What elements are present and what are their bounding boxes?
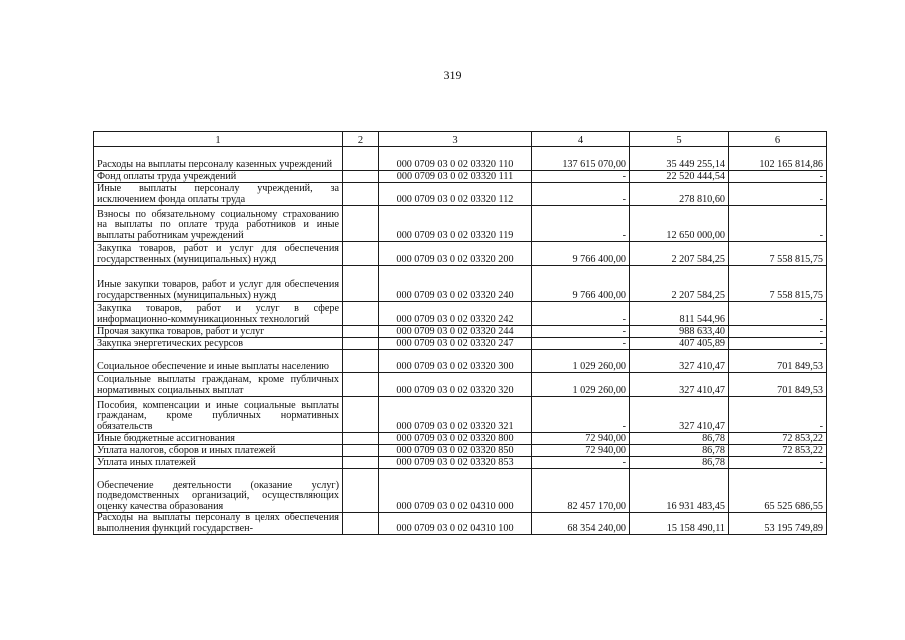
row-executed: 278 810,60 (630, 183, 729, 206)
row-remaining: - (729, 302, 827, 326)
row-remaining: 53 195 749,89 (729, 513, 827, 535)
table-row (94, 373, 827, 397)
row-remaining: - (729, 457, 827, 469)
table-row (94, 147, 827, 171)
row-name: Социальное обеспечение и иные выплаты населению (94, 350, 343, 373)
table-row (94, 302, 827, 326)
row-name: Иные закупки товаров, работ и услуг для обеспечения государственных (муниципальных) нужд (94, 266, 343, 302)
table-row (94, 326, 827, 338)
row-name: Пособия, компенсации и иные социальные выплаты гражданам, кроме публичных нормативных обязательств (94, 397, 343, 433)
table-row (94, 350, 827, 373)
row-approved: 82 457 170,00 (532, 469, 630, 513)
page-number: 319 (443, 68, 462, 82)
row-remaining: 701 849,53 (729, 373, 827, 397)
row-executed: 2 207 584,25 (630, 242, 729, 266)
row-approved: - (532, 338, 630, 350)
row-remaining: 65 525 686,55 (729, 469, 827, 513)
row-col-2 (343, 373, 379, 397)
row-remaining: - (729, 326, 827, 338)
row-approved: - (532, 302, 630, 326)
header-col-2: 2 (343, 132, 379, 147)
row-col-2 (343, 326, 379, 338)
row-remaining: - (729, 206, 827, 242)
table-row (94, 457, 827, 469)
row-executed: 12 650 000,00 (630, 206, 729, 242)
row-executed: 86,78 (630, 457, 729, 469)
row-code: 000 0709 03 0 02 03320 111 (379, 171, 532, 183)
row-col-2 (343, 242, 379, 266)
header-col-6: 6 (729, 132, 827, 147)
row-col-2 (343, 350, 379, 373)
row-name: Закупка товаров, работ и услуг в сфере информационно-коммуникационных технологий (94, 302, 343, 326)
row-col-2 (343, 397, 379, 433)
row-code: 000 0709 03 0 02 03320 300 (379, 350, 532, 373)
header-col-5: 5 (630, 132, 729, 147)
row-executed: 15 158 490,11 (630, 513, 729, 535)
row-code: 000 0709 03 0 02 03320 247 (379, 338, 532, 350)
row-remaining: 7 558 815,75 (729, 266, 827, 302)
row-name: Фонд оплаты труда учреждений (94, 171, 343, 183)
row-code: 000 0709 03 0 02 03320 853 (379, 457, 532, 469)
row-col-2 (343, 183, 379, 206)
row-code: 000 0709 03 0 02 04310 100 (379, 513, 532, 535)
table-row (94, 397, 827, 433)
row-executed: 16 931 483,45 (630, 469, 729, 513)
row-col-2 (343, 513, 379, 535)
row-executed: 327 410,47 (630, 350, 729, 373)
row-name: Закупка товаров, работ и услуг для обеспечения государственных (муниципальных) нужд (94, 242, 343, 266)
row-name: Обеспечение деятельности (оказание услуг) подведомственных организаций, осуществляющих оценку качества образования (94, 469, 343, 513)
row-approved: 137 615 070,00 (532, 147, 630, 171)
row-col-2 (343, 147, 379, 171)
table-header-row (94, 132, 827, 147)
row-name: Уплата иных платежей (94, 457, 343, 469)
row-executed: 86,78 (630, 433, 729, 445)
table-row (94, 266, 827, 302)
row-approved: - (532, 326, 630, 338)
row-name: Закупка энергетических ресурсов (94, 338, 343, 350)
row-name: Расходы на выплаты персоналу казенных учреждений (94, 147, 343, 171)
row-code: 000 0709 03 0 02 03320 200 (379, 242, 532, 266)
row-col-2 (343, 206, 379, 242)
row-col-2 (343, 469, 379, 513)
row-remaining: - (729, 183, 827, 206)
row-code: 000 0709 03 0 02 03320 244 (379, 326, 532, 338)
row-name: Иные бюджетные ассигнования (94, 433, 343, 445)
row-executed: 407 405,89 (630, 338, 729, 350)
header-col-3: 3 (379, 132, 532, 147)
row-approved: 1 029 260,00 (532, 373, 630, 397)
row-code: 000 0709 03 0 02 03320 119 (379, 206, 532, 242)
row-name: Иные выплаты персоналу учреждений, за исключением фонда оплаты труда (94, 183, 343, 206)
row-approved: 9 766 400,00 (532, 242, 630, 266)
row-executed: 327 410,47 (630, 397, 729, 433)
table-row (94, 469, 827, 513)
row-col-2 (343, 302, 379, 326)
row-name: Расходы на выплаты персоналу в целях обеспечения выполнения функций государствен- (94, 513, 343, 535)
row-remaining: 72 853,22 (729, 445, 827, 457)
row-executed: 35 449 255,14 (630, 147, 729, 171)
row-code: 000 0709 03 0 02 04310 000 (379, 469, 532, 513)
row-approved: - (532, 457, 630, 469)
row-executed: 988 633,40 (630, 326, 729, 338)
header-col-1: 1 (94, 132, 343, 147)
row-remaining: 72 853,22 (729, 433, 827, 445)
row-approved: 72 940,00 (532, 445, 630, 457)
row-col-2 (343, 457, 379, 469)
row-col-2 (343, 171, 379, 183)
row-executed: 22 520 444,54 (630, 171, 729, 183)
row-approved: - (532, 397, 630, 433)
table-row (94, 171, 827, 183)
table-row (94, 338, 827, 350)
table-row (94, 513, 827, 535)
row-name: Взносы по обязательному социальному страхованию на выплаты по оплате труда работников и иные выплаты работникам учреждений (94, 206, 343, 242)
row-name: Уплата налогов, сборов и иных платежей (94, 445, 343, 457)
row-col-2 (343, 338, 379, 350)
row-code: 000 0709 03 0 02 03320 240 (379, 266, 532, 302)
row-approved: 72 940,00 (532, 433, 630, 445)
row-col-2 (343, 445, 379, 457)
row-code: 000 0709 03 0 02 03320 800 (379, 433, 532, 445)
budget-table (93, 131, 827, 535)
row-name: Социальные выплаты гражданам, кроме публичных нормативных социальных выплат (94, 373, 343, 397)
row-remaining: 7 558 815,75 (729, 242, 827, 266)
table-row (94, 206, 827, 242)
table-row (94, 445, 827, 457)
row-col-2 (343, 433, 379, 445)
row-remaining: - (729, 397, 827, 433)
row-remaining: 102 165 814,86 (729, 147, 827, 171)
row-approved: 9 766 400,00 (532, 266, 630, 302)
table-row (94, 183, 827, 206)
row-approved: - (532, 171, 630, 183)
row-remaining: - (729, 171, 827, 183)
row-remaining: 701 849,53 (729, 350, 827, 373)
row-code: 000 0709 03 0 02 03320 320 (379, 373, 532, 397)
table-row (94, 433, 827, 445)
row-executed: 811 544,96 (630, 302, 729, 326)
row-executed: 86,78 (630, 445, 729, 457)
row-approved: 68 354 240,00 (532, 513, 630, 535)
row-code: 000 0709 03 0 02 03320 110 (379, 147, 532, 171)
row-approved: - (532, 206, 630, 242)
row-code: 000 0709 03 0 02 03320 242 (379, 302, 532, 326)
row-code: 000 0709 03 0 02 03320 321 (379, 397, 532, 433)
row-executed: 327 410,47 (630, 373, 729, 397)
header-col-4: 4 (532, 132, 630, 147)
row-remaining: - (729, 338, 827, 350)
row-executed: 2 207 584,25 (630, 266, 729, 302)
row-approved: 1 029 260,00 (532, 350, 630, 373)
row-code: 000 0709 03 0 02 03320 850 (379, 445, 532, 457)
row-approved: - (532, 183, 630, 206)
row-col-2 (343, 266, 379, 302)
row-code: 000 0709 03 0 02 03320 112 (379, 183, 532, 206)
table-row (94, 242, 827, 266)
row-name: Прочая закупка товаров, работ и услуг (94, 326, 343, 338)
